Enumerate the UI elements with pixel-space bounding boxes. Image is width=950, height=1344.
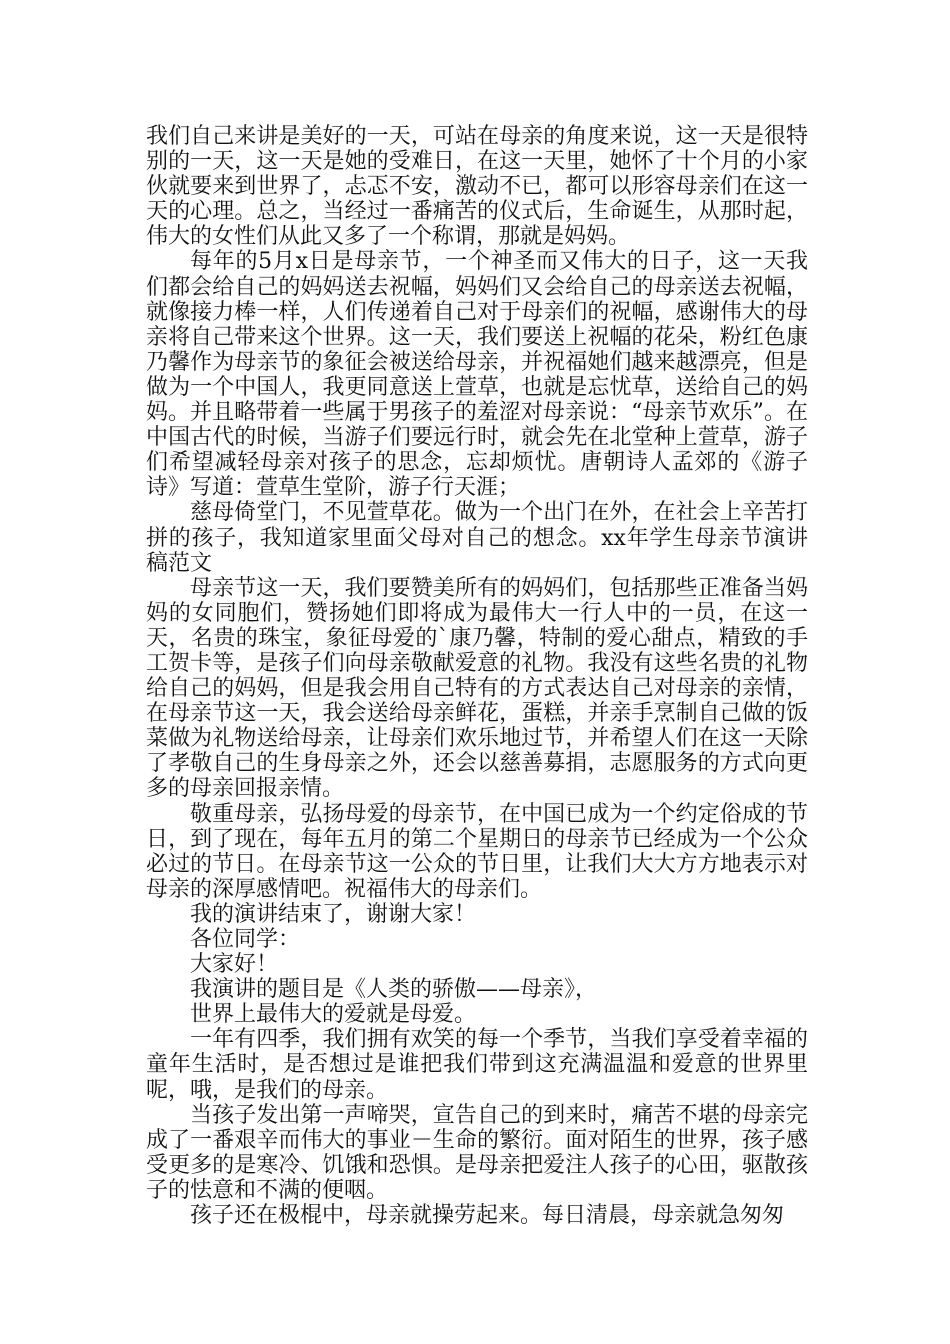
paragraph-speech-title: 我演讲的题目是《人类的骄傲——母亲》， [190, 977, 598, 1003]
paragraph-mothers-day: 每年的5月x日是母亲节，一个神圣而又伟大的日子，这一天我们都会给自己的妈妈送去祝幅，妈妈们又会给自己的母亲送去祝幅，就像接力棒一样，人们传递着自己对于母亲们的祝幅，感谢伟大的母亲将自己带来这个世界。这一天，我们要送上祝幅的花朵，粉红色康乃馨作为母亲节的象征会被送给母亲，并祝福她们越来越漂亮，但是做为一个中国人，我更同意送上萱草，也就是忘忧草，送给自己的妈妈。并且略带着一些属于男孩子的羞涩对母亲说：“母亲节欢乐”。在中国古代的时候，当游子们要远行时，就会先在北堂种上萱草，游子们希望减轻母亲对孩子的思念，忘却烦忧。唐朝诗人孟郊的《游子诗》写道：萱草生堂阶，游子行天涯； [146, 249, 809, 501]
paragraph-four-seasons: 一年有四季，我们拥有欢笑的每一个季节，当我们享受着幸福的童年生活时，是否想过是谁把我们带到这充满温温和爱意的世界里呢，哦，是我们的母亲。 [146, 1027, 808, 1103]
paragraph-respect: 敬重母亲，弘扬母爱的母亲节，在中国已成为一个约定俗成的节日，到了现在，每年五月的第二个星期日的母亲节已经成为一个公众必过的节日。在母亲节这一公众的节日里，让我们大大方方地表示对母亲的深厚感情吧。祝福伟大的母亲们。 [146, 801, 808, 902]
paragraph-greatest-love: 世界上最伟大的爱就是母爱。 [190, 1002, 477, 1028]
paragraph-cradle: 孩子还在极棍中，母亲就操劳起来。每日清晨，母亲就急匆匆 [190, 1203, 785, 1229]
paragraph-intro: 我们自己来讲是美好的一天，可站在母亲的角度来说，这一天是很特别的一天，这一天是她的受难日，在这一天里，她怀了十个月的小家伙就要来到世界了，忐忑不安，激动不已，都可以形容母亲们在这一天的心理。总之，当经过一番痛苦的仪式后，生命诞生，从那时起，伟大的女性们从此又多了一个称谓，那就是妈妈。 [146, 124, 808, 250]
paragraph-greeting-all: 大家好！ [190, 952, 279, 978]
paragraph-greeting-students: 各位同学： [190, 927, 301, 952]
paragraph-closing: 我的演讲结束了，谢谢大家！ [190, 901, 477, 927]
paragraph-poem: 慈母倚堂门，不见萱草花。做为一个出门在外，在社会上辛苦打拼的孩子，我知道家里面父母对自己的想念。xx年学生母亲节演讲稿范文 [146, 500, 808, 576]
paragraph-praise: 母亲节这一天，我们要赞美所有的妈妈们，包括那些正准备当妈妈的女同胞们，赞扬她们即将成为最伟大一行人中的一员，在这一天，名贵的珠宝，象征母爱的`康乃馨，特制的爱心甜点，精致的手工贺卡等，是孩子们向母亲敬献爱意的礼物。我没有这些名贵的礼物给自己的妈妈，但是我会用自己特有的方式表达自己对母亲的亲情，在母亲节这一天，我会送给母亲鲜花，蛋糕，并亲手烹制自己做的饭菜做为礼物送给母亲，让母亲们欢乐地过节，并希望人们在这一天除了孝敬自己的生身母亲之外，还会以慈善募捐，志愿服务的方式向更多的母亲回报亲情。 [146, 575, 808, 802]
document-page [146, 124, 808, 1228]
paragraph-first-cry: 当孩子发出第一声啼哭，宣告自己的到来时，痛苦不堪的母亲完成了一番艰辛而伟大的事业－生命的繁衍。面对陌生的世界，孩子感受更多的是寒冷、饥饿和恐惧。是母亲把爱注人孩子的心田，驱散孩子的怯意和不满的便咽。 [146, 1102, 808, 1203]
